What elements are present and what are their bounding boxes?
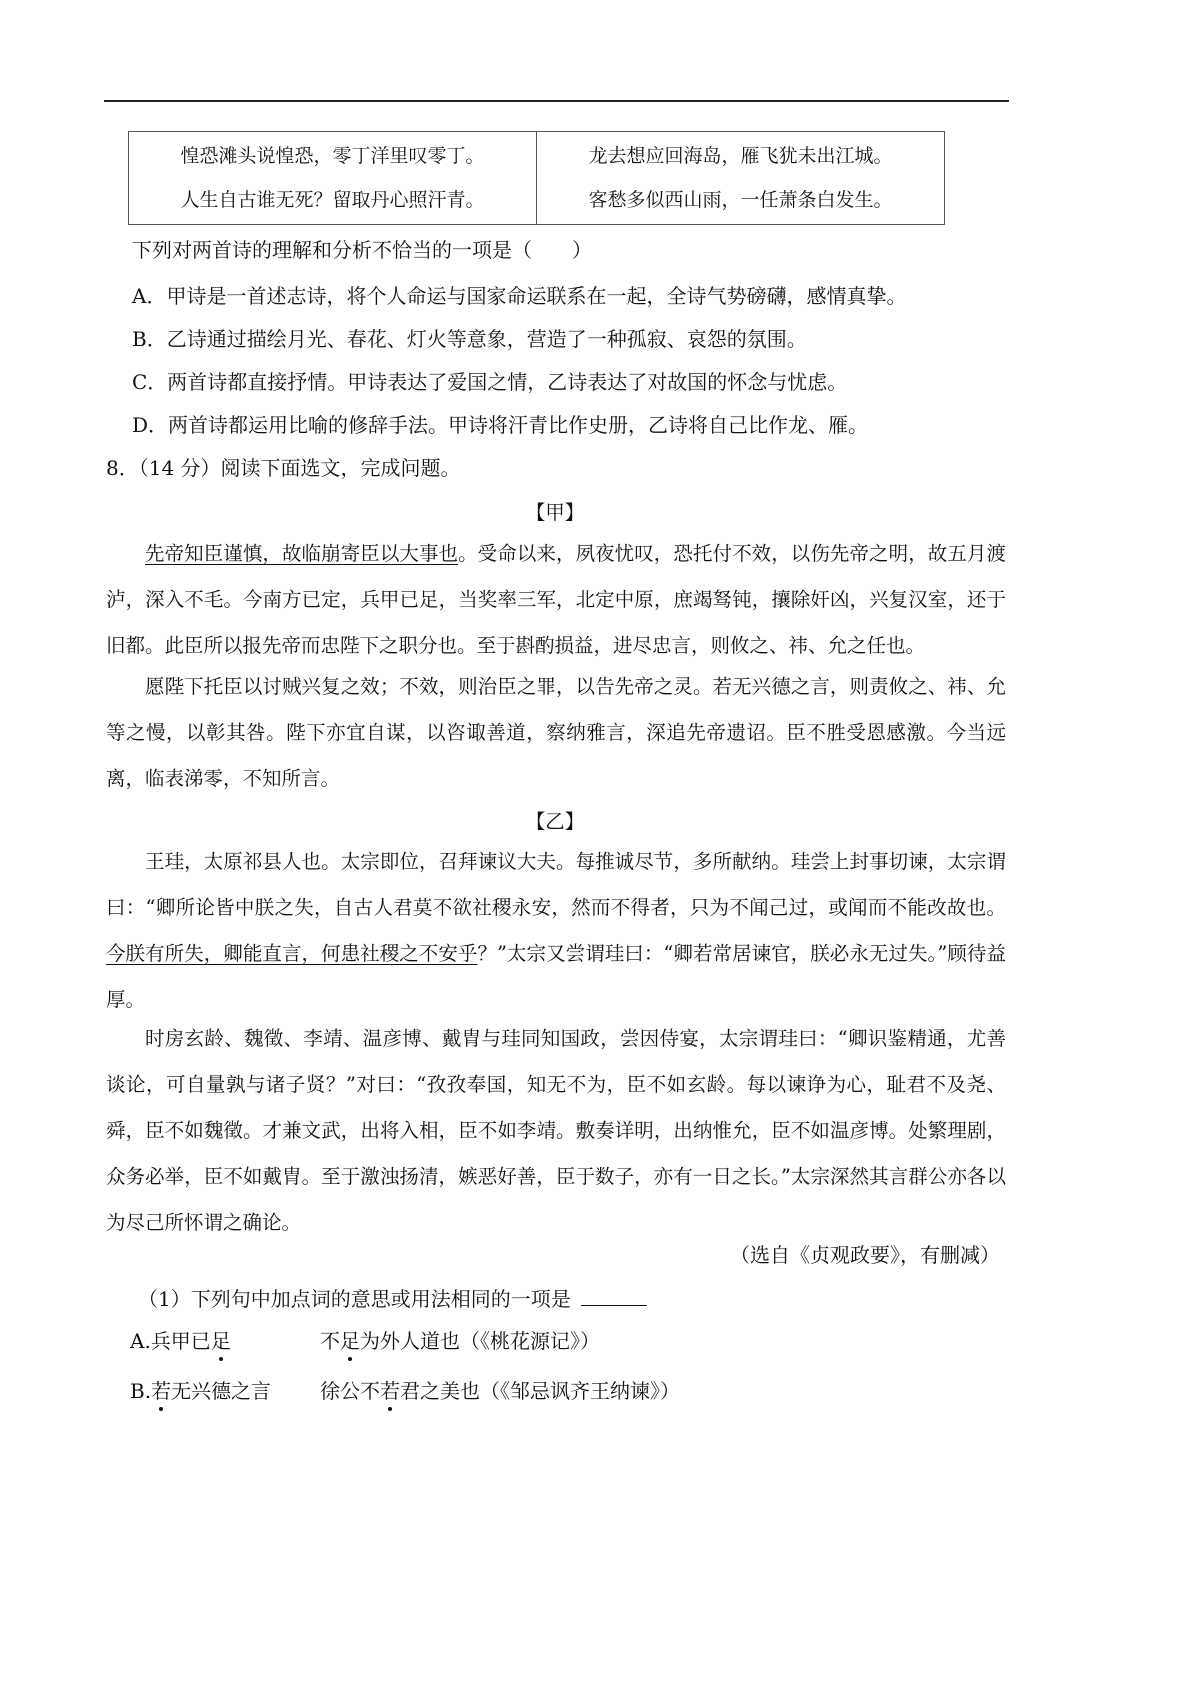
option-label: B. <box>130 1379 152 1403</box>
paragraph-text: 。受命以来，夙夜忧叹，恐托付不效，以伤先帝之明，故五月渡泸，深入不毛。今南方已定，兵甲已足，当奖率三军，北定中原，庶竭驽钝，攘除奸凶，兴复汉室，还于旧都。此臣所以报先帝而忠陛下之职分也。至于斟酌损益，进尽忠言，则攸之、祎、允之任也。 <box>106 542 1006 657</box>
option-a: A．甲诗是一首述志诗，将个人命运与国家命运联系在一起，全诗气势磅礴，感情真挚。 <box>132 284 907 308</box>
question-stem: 下列对两首诗的理解和分析不恰当的一项是（ ） <box>132 238 592 262</box>
source-citation: （选自《贞观政要》，有删减） <box>730 1243 1000 1267</box>
option-a-row <box>130 1325 231 1354</box>
passage-yi-title: 【乙】 <box>525 810 585 833</box>
option-b-compare <box>320 1375 680 1404</box>
option-text: 徐公不 <box>320 1379 380 1403</box>
option-label: A. <box>130 1329 151 1353</box>
passage-jia-paragraph-1 <box>106 531 1006 669</box>
paragraph-text: ？”太宗又尝谓珪曰：“卿若常居谏官，朕必永无过失。”顾待益厚。 <box>106 942 1006 1011</box>
option-text: 无兴德之言 <box>171 1379 272 1403</box>
paragraph-text: 王珪，太原祁县人也。太宗即位，召拜谏议大夫。每推诚尽节，多所献纳。珪尝上封事切谏，太宗谓曰：“卿所论皆中朕之失，自古人君莫不欲社稷永安，然而不得者，只为不闻己过，或闻而不能改故也。 <box>106 850 1006 919</box>
option-b: B．乙诗通过描绘月光、春花、灯火等意象，营造了一种孤寂、哀怨的氛围。 <box>132 327 807 351</box>
option-c: C．两首诗都直接抒情。甲诗表达了爱国之情，乙诗表达了对故国的怀念与忧虑。 <box>132 370 848 394</box>
poem-line: 龙去想应回海岛，雁飞犹未出江城。 <box>588 145 893 167</box>
header-rule <box>104 100 1009 102</box>
sub-question-1 <box>138 1283 647 1312</box>
question-8-header: 8．（14 分）阅读下面选文，完成问题。 <box>106 456 461 480</box>
option-d: D．两首诗都运用比喻的修辞手法。甲诗将汗青比作史册，乙诗将自己比作龙、雁。 <box>132 413 869 437</box>
dotted-word: 若 <box>151 1375 171 1404</box>
sub-question-text: （1）下列句中加点词的意思或用法相同的一项是 <box>138 1287 571 1311</box>
dotted-word: 若 <box>380 1375 400 1404</box>
passage-jia-title: 【甲】 <box>525 501 585 524</box>
poem-line: 人生自古谁无死？留取丹心照汗青。 <box>180 189 485 211</box>
underlined-sentence: 先帝知臣谨慎，故临崩寄臣以大事也 <box>145 542 459 565</box>
poem-yi <box>537 132 945 225</box>
option-a-compare <box>320 1325 600 1354</box>
passage-yi-paragraph-1 <box>106 839 1006 1023</box>
dotted-word: 足 <box>340 1325 360 1354</box>
poem-jia <box>129 132 537 225</box>
passage-yi-paragraph-2: 时房玄龄、魏徵、李靖、温彦博、戴胄与珪同知国政，尝因侍宴，太宗谓珪曰：“卿识鉴精通，尤善谈论，可自量孰与诸子贤？”对曰：“孜孜奉国，知无不为，臣不如玄龄。每以谏诤为心，耻君不及尧、舜，臣不如魏徵。才兼文武，出将入相，臣不如李靖。敷奏详明，出纳惟允，臣不如温彦博。处繁理剧，众务必举，臣不如戴胄。至于激浊扬清，嫉恶好善，臣于数子，亦有一日之长。”太宗深然其言群公亦各以为尽己所怀谓之确论。 <box>106 1027 1006 1234</box>
underlined-sentence: 今朕有所失，卿能直言，何患社稷之不安乎 <box>106 942 478 965</box>
option-b-row <box>130 1375 271 1404</box>
passage-jia-paragraph-2: 愿陛下托臣以讨贼兴复之效；不效，则治臣之罪，以告先帝之灵。若无兴德之言，则责攸之、祎、允等之慢，以彰其咎。陛下亦宜自谋，以咨诹善道，察纳雅言，深追先帝遗诏。臣不胜受恩感激。今当远离，临表涕零，不知所言。 <box>106 675 1006 790</box>
option-text: 不 <box>320 1329 340 1353</box>
poem-table <box>128 131 945 225</box>
dotted-word: 足 <box>211 1325 231 1354</box>
option-text: 为外人道也（《桃花源记》） <box>360 1329 600 1353</box>
option-text: 兵甲已 <box>150 1329 211 1353</box>
poem-line: 客愁多似西山雨，一任萧条白发生。 <box>588 189 893 211</box>
poem-line: 惶恐滩头说惶恐，零丁洋里叹零丁。 <box>180 145 485 167</box>
answer-blank[interactable] <box>581 1287 647 1306</box>
option-text: 君之美也（《邹忌讽齐王纳谏》） <box>400 1379 680 1403</box>
